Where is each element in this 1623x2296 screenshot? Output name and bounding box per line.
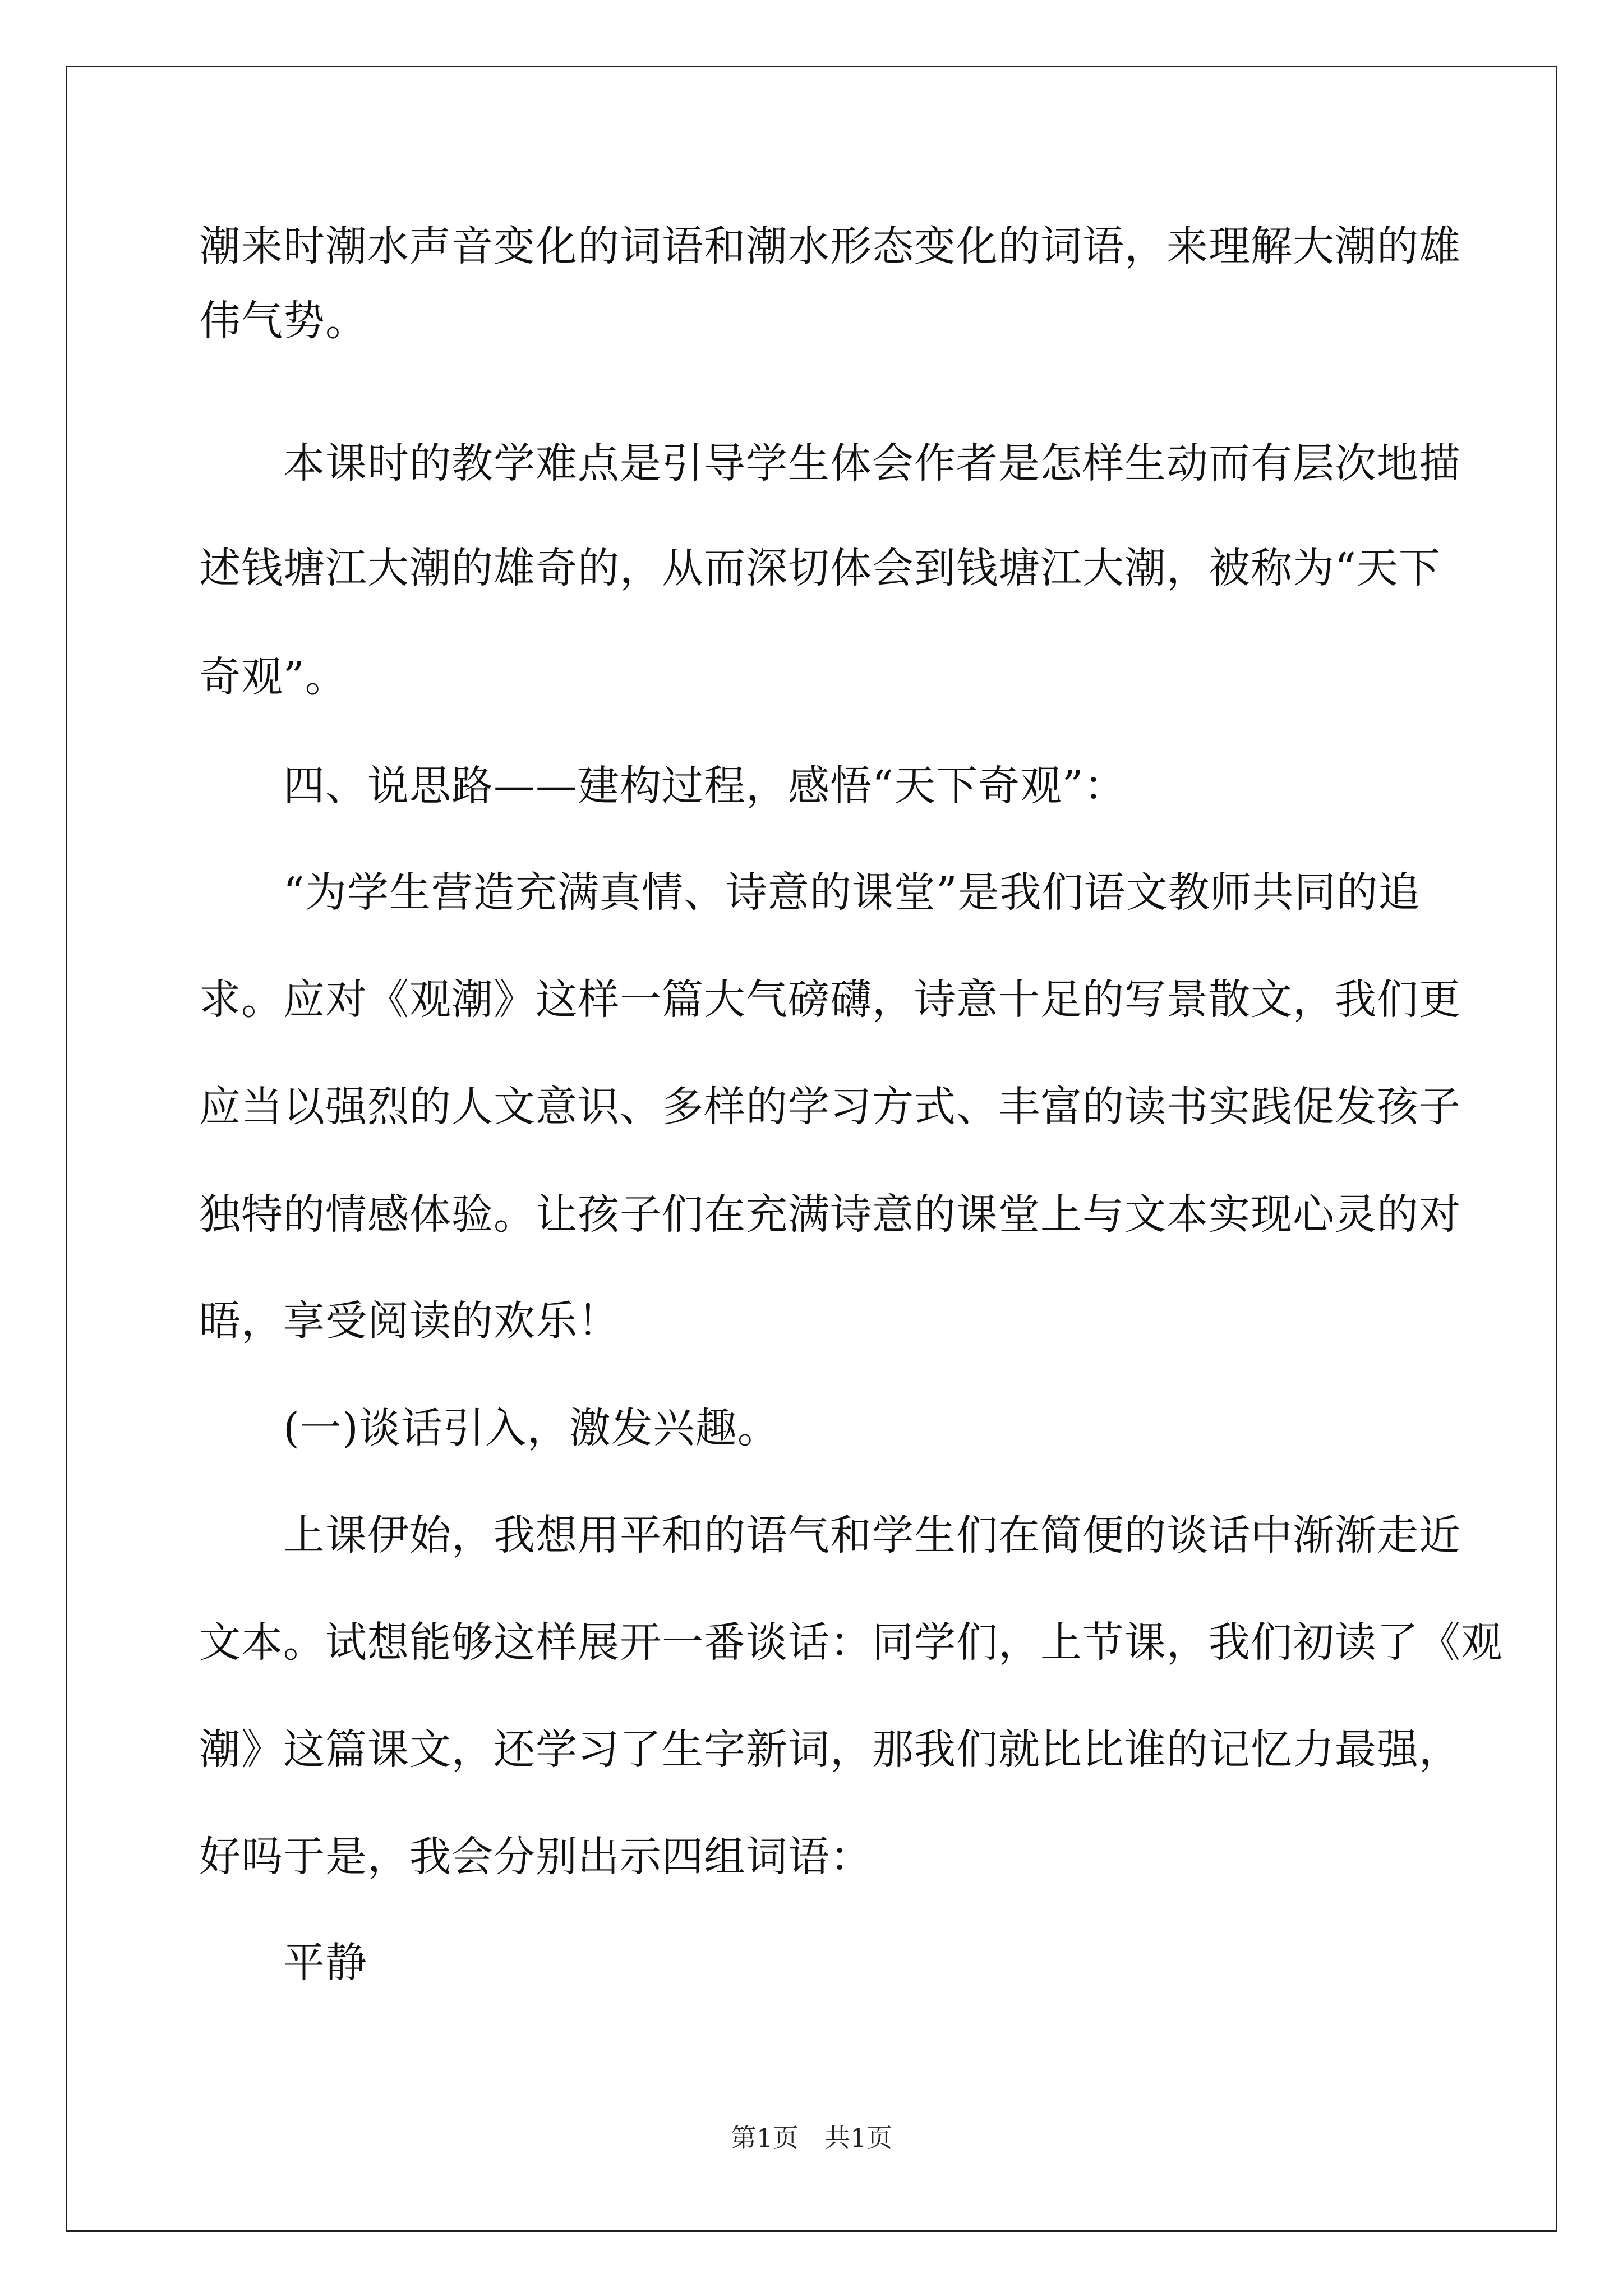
text-line-16: 好吗于是，我会分别出示四组词语： (199, 1833, 872, 1881)
subsection-heading-1: (一)谈话引入，激发兴趣。 (283, 1404, 780, 1452)
text-line-11: 晤，享受阅读的欢乐！ (199, 1297, 620, 1345)
page-border (66, 66, 1557, 2232)
text-line-1: 潮来时潮水声音变化的词语和潮水形态变化的词语，来理解大潮的雄 (199, 222, 1461, 270)
text-line-3: 本课时的教学难点是引导学生体会作者是怎样生动而有层次地描 (283, 439, 1461, 487)
section-heading-4: 四、说思路——建构过程，感悟“天下奇观”： (283, 762, 1126, 810)
text-line-15: 潮》这篇课文，还学习了生字新词，那我们就比比谁的记忆力最强， (199, 1726, 1461, 1774)
text-line-13: 上课伊始，我想用平和的语气和学生们在简便的谈话中渐渐走近 (283, 1511, 1461, 1559)
text-line-14: 文本。试想能够这样展开一番谈话：同学们，上节课，我们初读了《观 (199, 1618, 1503, 1667)
text-line-5: 奇观”。 (199, 653, 347, 701)
text-line-2: 伟气势。 (199, 297, 367, 345)
text-line-8: 求。应对《观潮》这样一篇大气磅礴，诗意十足的写景散文，我们更 (199, 976, 1461, 1024)
page-number-footer: 第1页 共1页 (730, 2123, 893, 2153)
text-line-4: 述钱塘江大潮的雄奇的，从而深切体会到钱塘江大潮，被称为“天下 (199, 544, 1441, 592)
text-line-17: 平静 (283, 1939, 367, 1987)
text-line-7: “为学生营造充满真情、诗意的课堂”是我们语文教师共同的追 (283, 868, 1421, 917)
text-line-10: 独特的情感体验。让孩子们在充满诗意的课堂上与文本实现心灵的对 (199, 1190, 1461, 1239)
text-line-9: 应当以强烈的人文意识、多样的学习方式、丰富的读书实践促发孩子 (199, 1083, 1461, 1131)
